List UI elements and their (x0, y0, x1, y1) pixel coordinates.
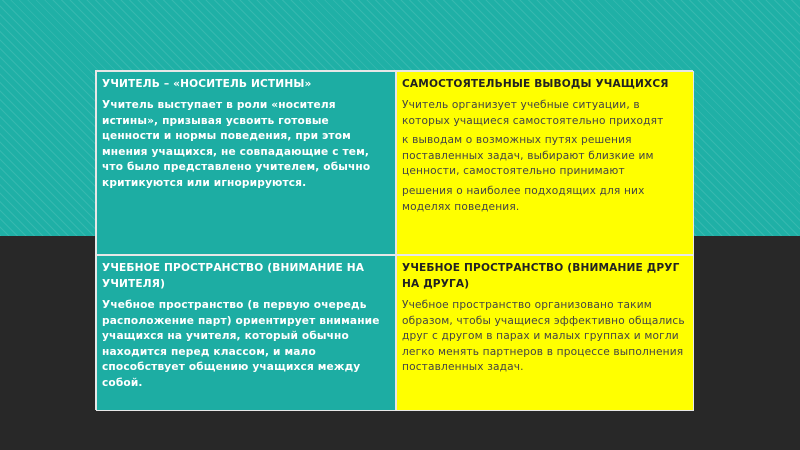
cell-text: Учитель организует учебные ситуации, в которых учащиеся самостоятельно приходят (402, 99, 664, 127)
cell-text: Учитель выступает в роли «носителя истины», призывая усвоить готовые ценности и нормы поведения, при этом мнения учащихся, не совпадающие с тем, что было представлено учителем, обычно критикуются или игнорируются. (102, 99, 371, 189)
comparison-table (95, 70, 693, 410)
cell-header: УЧИТЕЛЬ – «НОСИТЕЛЬ ИСТИНЫ» (102, 78, 312, 90)
cell-learning-space-peers (396, 255, 694, 411)
cell-text: Учебное пространство (в первую очередь расположение парт) ориентирует внимание учащихся на учителя, который обычно находится перед классом, и мало способствует общению учащихся между собой. (102, 299, 380, 389)
cell-header: САМОСТОЯТЕЛЬНЫЕ ВЫВОДЫ УЧАЩИХСЯ (402, 78, 669, 90)
cell-independent-conclusions (396, 71, 694, 255)
cell-text: к выводам о возможных путях решения поставленных задач, выбирают близкие им ценности, самостоятельно принимают (402, 134, 654, 178)
cell-learning-space-teacher (96, 255, 396, 411)
cell-header: УЧЕБНОЕ ПРОСТРАНСТВО (ВНИМАНИЕ ДРУГ НА ДРУГА) (402, 262, 680, 290)
cell-text: Учебное пространство организовано таким образом, чтобы учащиеся эффективно общались друг с другом в парах и малых группах и могли легко менять партнеров в процессе выполнения поставленных задач. (402, 299, 685, 374)
cell-teacher-truth-bearer (96, 71, 396, 255)
cell-header: УЧЕБНОЕ ПРОСТРАНСТВО (ВНИМАНИЕ НА УЧИТЕЛЯ) (102, 262, 365, 290)
cell-text: решения о наиболее подходящих для них моделях поведения. (402, 184, 645, 213)
